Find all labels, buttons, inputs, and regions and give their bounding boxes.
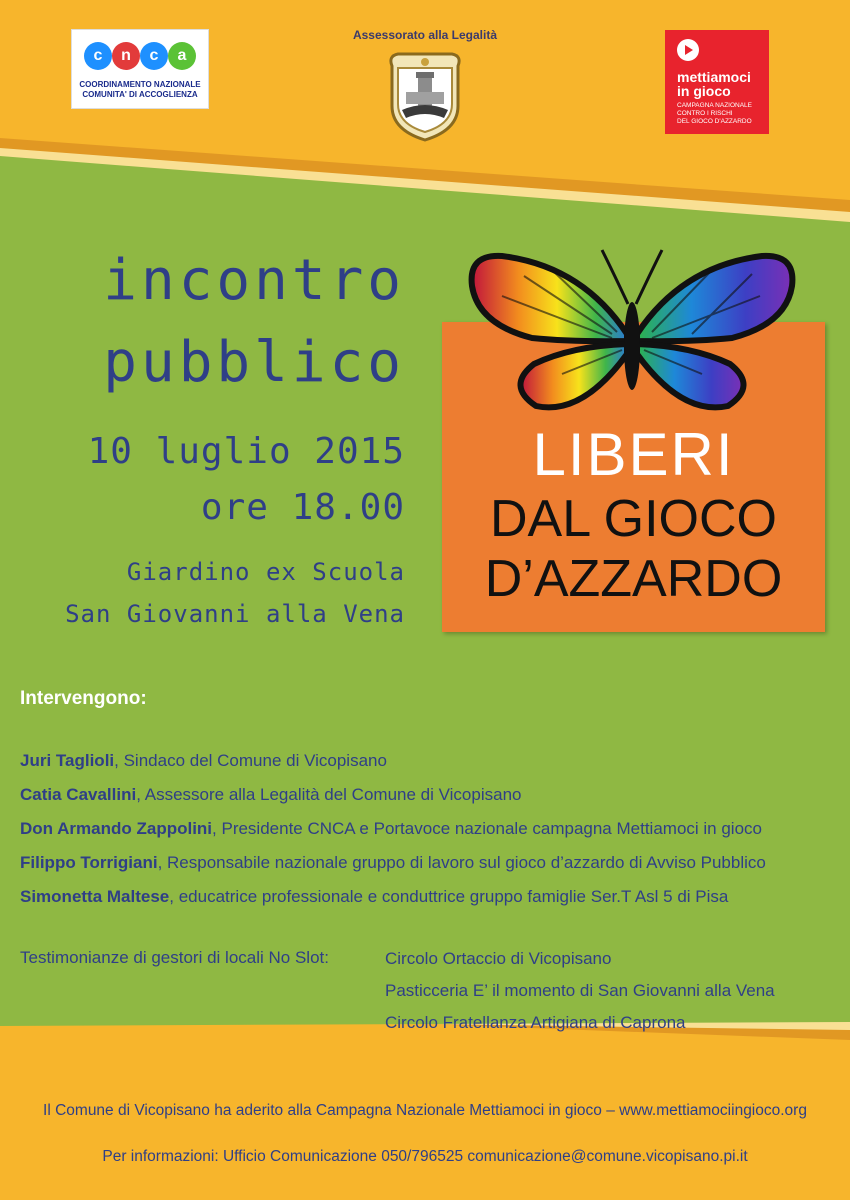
- speaker-role: , educatrice professionale e conduttrice gruppo famiglie Ser.T Asl 5 di Pisa: [169, 887, 729, 906]
- cnca-letter-c2: c: [140, 42, 168, 70]
- mett-title-2: in gioco: [677, 83, 731, 99]
- testimonials-label: Testimonianze di gestori di locali No Slot:: [20, 948, 329, 967]
- mett-title-1: mettiamoci: [677, 69, 751, 85]
- title-incontro: incontro: [103, 248, 405, 313]
- event-date: 10 luglio 2015: [87, 431, 405, 472]
- venue-item: Circolo Ortaccio di Vicopisano: [385, 949, 612, 968]
- mett-sub-1: CAMPAGNA NAZIONALE: [677, 102, 753, 109]
- speaker-name: Catia Cavallini: [20, 785, 137, 804]
- speaker-item: [20, 747, 840, 781]
- speaker-role: , Sindaco del Comune di Vicopisano: [114, 751, 387, 770]
- cnca-line1: COORDINAMENTO NAZIONALE: [79, 80, 201, 89]
- mett-sub-3: DEL GIOCO D'AZZARDO: [677, 118, 752, 125]
- mett-sub-2: CONTRO I RISCHI: [677, 110, 733, 117]
- speaker-item: [20, 815, 840, 849]
- speaker-item: [20, 781, 840, 815]
- speaker-role: , Assessore alla Legalità del Comune di Vicopisano: [136, 785, 522, 804]
- campaign-line1: LIBERI: [532, 421, 735, 488]
- cnca-letter-n: n: [112, 42, 140, 70]
- speaker-name: Juri Taglioli: [20, 751, 115, 770]
- municipal-crest-icon: [384, 48, 466, 144]
- event-time: ore 18.00: [200, 487, 405, 528]
- event-place-1: Giardino ex Scuola: [126, 558, 405, 586]
- speaker-name: Simonetta Maltese: [20, 887, 170, 906]
- footer-campaign-line: Il Comune di Vicopisano ha aderito alla Campagna Nazionale Mettiamoci in gioco – www.mettiamociingioco.org: [43, 1102, 807, 1119]
- speakers-heading: Intervengono:: [20, 688, 147, 709]
- speaker-role: , Presidente CNCA e Portavoce nazionale campagna Mettiamoci in gioco: [212, 819, 762, 838]
- venues-list: [385, 948, 775, 1044]
- cnca-line2: COMUNITA' DI ACCOGLIENZA: [82, 90, 198, 99]
- cnca-letter-c: c: [84, 42, 112, 70]
- speaker-item: [20, 883, 840, 917]
- cnca-logo: [72, 30, 208, 108]
- speaker-role: , Responsabile nazionale gruppo di lavoro sul gioco d’azzardo di Avviso Pubblico: [157, 853, 766, 872]
- venue-item: Pasticceria E’ il momento di San Giovanni alla Vena: [385, 981, 775, 1000]
- butterfly-icon: [462, 246, 802, 416]
- campaign-line3: D’AZZARDO: [484, 550, 783, 608]
- mettiamoci-logo: [665, 30, 769, 134]
- speakers-list: [20, 747, 840, 917]
- campaign-line2: DAL GIOCO: [489, 490, 777, 548]
- cnca-letters: [82, 40, 198, 76]
- play-icon: [677, 39, 699, 61]
- title-pubblico: pubblico: [103, 330, 405, 395]
- cnca-letter-a: a: [168, 42, 196, 70]
- venue-item: Circolo Fratellanza Artigiana di Caprona: [385, 1013, 686, 1032]
- speaker-name: Don Armando Zappolini: [20, 819, 213, 838]
- event-place-2: San Giovanni alla Vena: [65, 600, 405, 628]
- speaker-name: Filippo Torrigiani: [20, 853, 158, 872]
- footer-contact-line: Per informazioni: Ufficio Comunicazione 050/796525 comunicazione@comune.vicopisano.pi.it: [102, 1148, 748, 1165]
- assessorato-label: Assessorato alla Legalità: [352, 28, 498, 42]
- speaker-item: [20, 849, 840, 883]
